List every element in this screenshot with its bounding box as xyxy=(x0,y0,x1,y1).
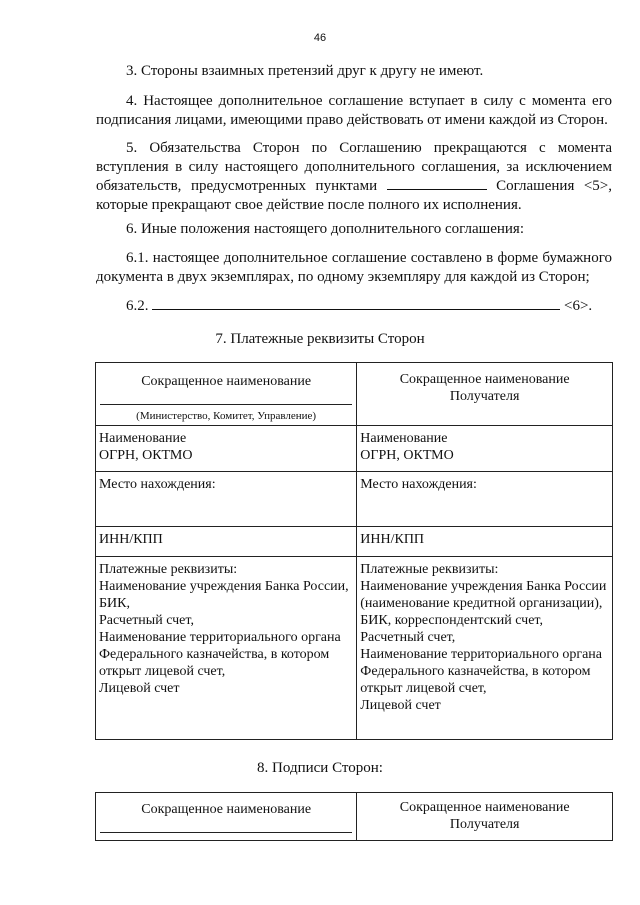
ogrn-label: ОГРН, ОКТМО xyxy=(99,448,193,463)
table-header-row xyxy=(96,793,613,841)
header-left-caption: (Министерство, Комитет, Управление) xyxy=(136,410,317,422)
table-row xyxy=(96,557,613,740)
paragraph-6-2 xyxy=(96,297,612,316)
header-right-label: Сокращенное наименование Получателя xyxy=(399,372,570,404)
paragraph-6-2-footnote: <6>. xyxy=(564,298,593,314)
bik-label: БИК, корреспондентский счет, xyxy=(360,613,543,628)
bank-name-label: Наименование учреждения Банка России (наименование кредитной организации), xyxy=(360,579,607,611)
bik-label: БИК, xyxy=(99,596,130,611)
ogrn-label: ОГРН, ОКТМО xyxy=(360,448,454,463)
table-row xyxy=(96,426,613,472)
header-cell-left xyxy=(96,363,357,426)
treasury-label: Наименование территориального органа Федерального казначейства, в котором открыт лицевой счет, xyxy=(360,647,602,696)
header-cell-right xyxy=(357,363,613,426)
inn-label: ИНН/КПП xyxy=(99,532,163,547)
payment-details-label: Платежные реквизиты: xyxy=(360,562,499,577)
items-blank xyxy=(387,177,487,190)
section-8-title: 8. Подписи Сторон: xyxy=(257,760,383,776)
location-cell-right xyxy=(357,472,613,527)
payment-details-label: Платежные реквизиты: xyxy=(99,562,238,577)
name-underline xyxy=(100,396,352,405)
header-left-label: Сокращенное наименование xyxy=(141,374,312,389)
table-header-row xyxy=(96,363,613,426)
paragraph-6-2-number: 6.2. xyxy=(126,298,149,314)
signatures-table xyxy=(95,792,613,841)
signature-right-label: Сокращенное наименование Получателя xyxy=(399,800,570,832)
inn-label: ИНН/КПП xyxy=(360,532,425,547)
table-row xyxy=(96,472,613,527)
page-number: 46 xyxy=(313,32,327,44)
treasury-label: Наименование территориального органа Федерального казначейства, в котором открыт лицевой счет, xyxy=(99,630,341,679)
bank-details-cell-left xyxy=(96,557,357,740)
bank-name-label: Наименование учреждения Банка России, xyxy=(99,579,349,594)
name-label: Наименование xyxy=(360,431,448,446)
payment-details-table xyxy=(95,362,613,740)
paragraph-5 xyxy=(96,139,612,215)
signature-left-label: Сокращенное наименование xyxy=(141,802,312,817)
section-7-title: 7. Платежные реквизиты Сторон xyxy=(215,331,425,347)
signature-cell-right xyxy=(357,793,613,841)
paragraph-6: 6. Иные положения настоящего дополнительного соглашения: xyxy=(126,221,524,237)
paragraph-6-2-blank xyxy=(152,297,560,310)
name-label: Наименование xyxy=(99,431,187,446)
personal-account-label: Лицевой счет xyxy=(360,698,441,713)
location-cell-left xyxy=(96,472,357,527)
location-label: Место нахождения: xyxy=(360,477,477,492)
name-cell-left xyxy=(96,426,357,472)
inn-cell-right xyxy=(357,527,613,557)
location-label: Место нахождения: xyxy=(99,477,216,492)
signature-cell-left xyxy=(96,793,357,841)
paragraph-5-text-a: 5. Обязательства Сторон по Соглашению прекращаются с момента вступления в силу настоящего дополнительного соглашения, за исключением обязательств, предусмотренных пунктами xyxy=(96,140,612,194)
account-label: Расчетный счет, xyxy=(99,613,194,628)
personal-account-label: Лицевой счет xyxy=(99,681,180,696)
paragraph-3: 3. Стороны взаимных претензий друг к другу не имеют. xyxy=(126,63,484,79)
signature-underline xyxy=(100,824,352,833)
paragraph-6-1: 6.1. настоящее дополнительное соглашение составлено в форме бумажного документа в двух экземплярах, по одному экземпляру для каждой из Сторон; xyxy=(96,250,612,285)
name-cell-right xyxy=(357,426,613,472)
table-row xyxy=(96,527,613,557)
paragraph-5-text-b: Соглашения <5>, которые прекращают свое действие после полного их исполнения. xyxy=(96,178,613,213)
bank-details-cell-right xyxy=(357,557,613,740)
inn-cell-left xyxy=(96,527,357,557)
account-label: Расчетный счет, xyxy=(360,630,456,645)
paragraph-4: 4. Настоящее дополнительное соглашение вступает в силу с момента его подписания лицами, имеющими право действовать от имени каждой из Сторон. xyxy=(96,93,612,128)
